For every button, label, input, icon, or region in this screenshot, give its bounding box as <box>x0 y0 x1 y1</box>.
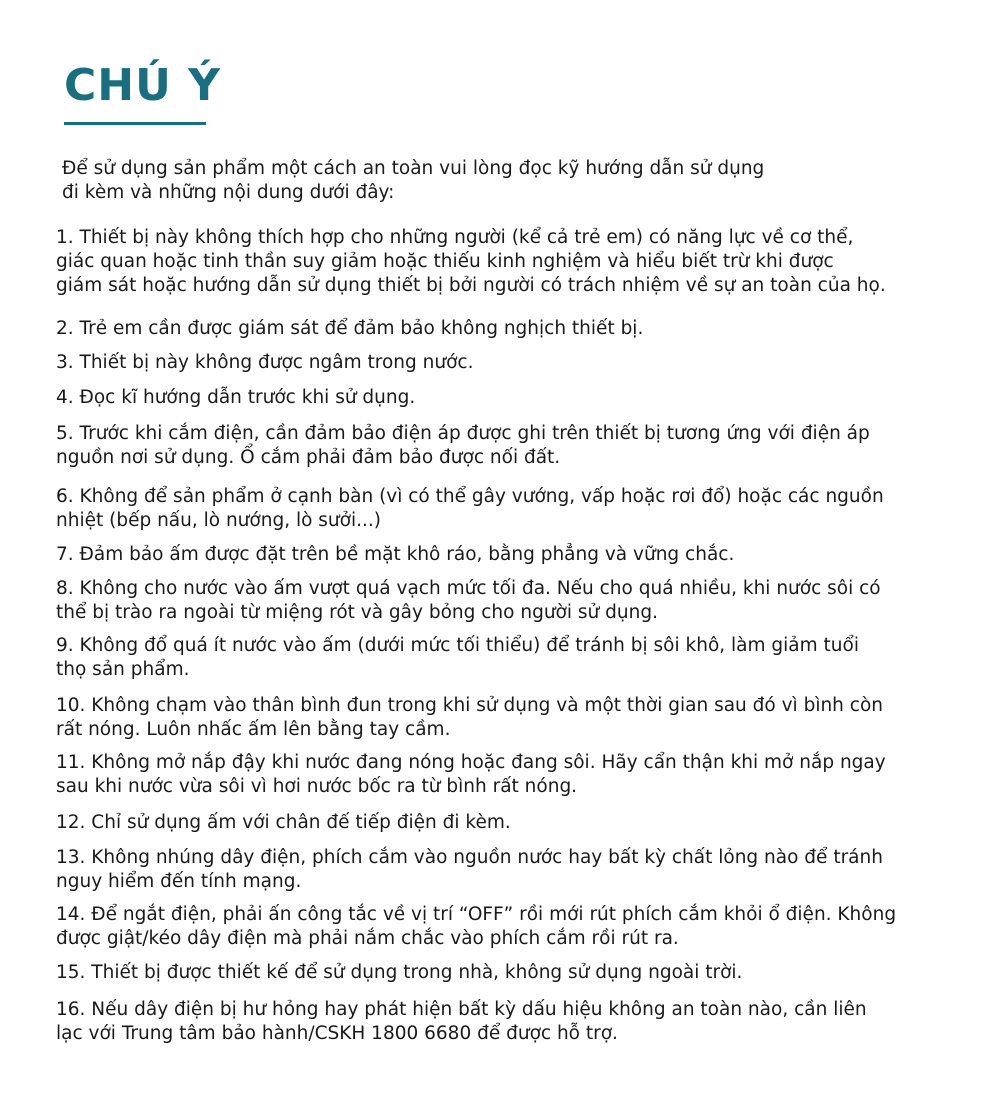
warning-item-4: 4. Đọc kĩ hướng dẫn trước khi sử dụng. <box>56 387 416 408</box>
warning-item-9: 9. Không đổ quá ít nước vào ấm (dưới mức tối thiểu) để tránh bị sôi khô, làm giảm tuổi thọ sản phẩm. <box>56 635 859 680</box>
warning-item-13: 13. Không nhúng dây điện, phích cắm vào nguồn nước hay bất kỳ chất lỏng nào để tránh nguy hiểm đến tính mạng. <box>56 847 883 892</box>
warning-item-11: 11. Không mở nắp đậy khi nước đang nóng hoặc đang sôi. Hãy cẩn thận khi mở nắp ngay sau khi nước vừa sôi vì hơi nước bốc ra từ bình rất nóng. <box>56 752 886 797</box>
warning-item-7: 7. Đảm bảo ấm được đặt trên bề mặt khô ráo, bằng phẳng và vững chắc. <box>56 544 735 565</box>
intro-text: Để sử dụng sản phẩm một cách an toàn vui lòng đọc kỹ hướng dẫn sử dụng đi kèm và những nội dung dưới đây: <box>62 158 765 203</box>
warning-item-8: 8. Không cho nước vào ấm vượt quá vạch mức tối đa. Nếu cho quá nhiều, khi nước sôi có thể bị trào ra ngoài từ miệng rót và gây bỏng cho người sử dụng. <box>56 578 881 623</box>
warning-item-1: 1. Thiết bị này không thích hợp cho những người (kể cả trẻ em) có năng lực về cơ thể, giác quan hoặc tinh thần suy giảm hoặc thiếu kinh nghiệm và hiểu biết trừ khi được giám sát hoặc hướng dẫn sử dụng thiết bị bởi người có trách nhiệm về sự an toàn của họ. <box>56 227 886 296</box>
warning-item-5: 5. Trước khi cắm điện, cần đảm bảo điện áp được ghi trên thiết bị tương ứng với điện áp nguồn nơi sử dụng. Ổ cắm phải đảm bảo được nối đất. <box>56 423 870 468</box>
warning-item-3: 3. Thiết bị này không được ngâm trong nước. <box>56 352 474 373</box>
warning-item-2: 2. Trẻ em cần được giám sát để đảm bảo không nghịch thiết bị. <box>56 318 644 339</box>
warning-item-15: 15. Thiết bị được thiết kế để sử dụng trong nhà, không sử dụng ngoài trời. <box>56 962 743 983</box>
warning-item-16: 16. Nếu dây điện bị hư hỏng hay phát hiện bất kỳ dấu hiệu không an toàn nào, cần liên lạc với Trung tâm bảo hành/CSKH 1800 6680 để được hỗ trợ. <box>56 999 867 1044</box>
warning-item-10: 10. Không chạm vào thân bình đun trong khi sử dụng và một thời gian sau đó vì bình còn rất nóng. Luôn nhấc ấm lên bằng tay cầm. <box>56 695 883 740</box>
warning-item-14: 14. Để ngắt điện, phải ấn công tắc về vị trí “OFF” rồi mới rút phích cắm khỏi ổ điện. Không được giật/kéo dây điện mà phải nắm chắc vào phích cắm rồi rút ra. <box>56 904 897 949</box>
warning-item-6: 6. Không để sản phẩm ở cạnh bàn (vì có thể gây vướng, vấp hoặc rơi đổ) hoặc các nguồn nhiệt (bếp nấu, lò nướng, lò sưởi...) <box>56 486 884 531</box>
title-underline <box>64 122 206 125</box>
page-title: CHÚ Ý <box>64 60 222 111</box>
warning-item-12: 12. Chỉ sử dụng ấm với chân đế tiếp điện đi kèm. <box>56 812 511 833</box>
